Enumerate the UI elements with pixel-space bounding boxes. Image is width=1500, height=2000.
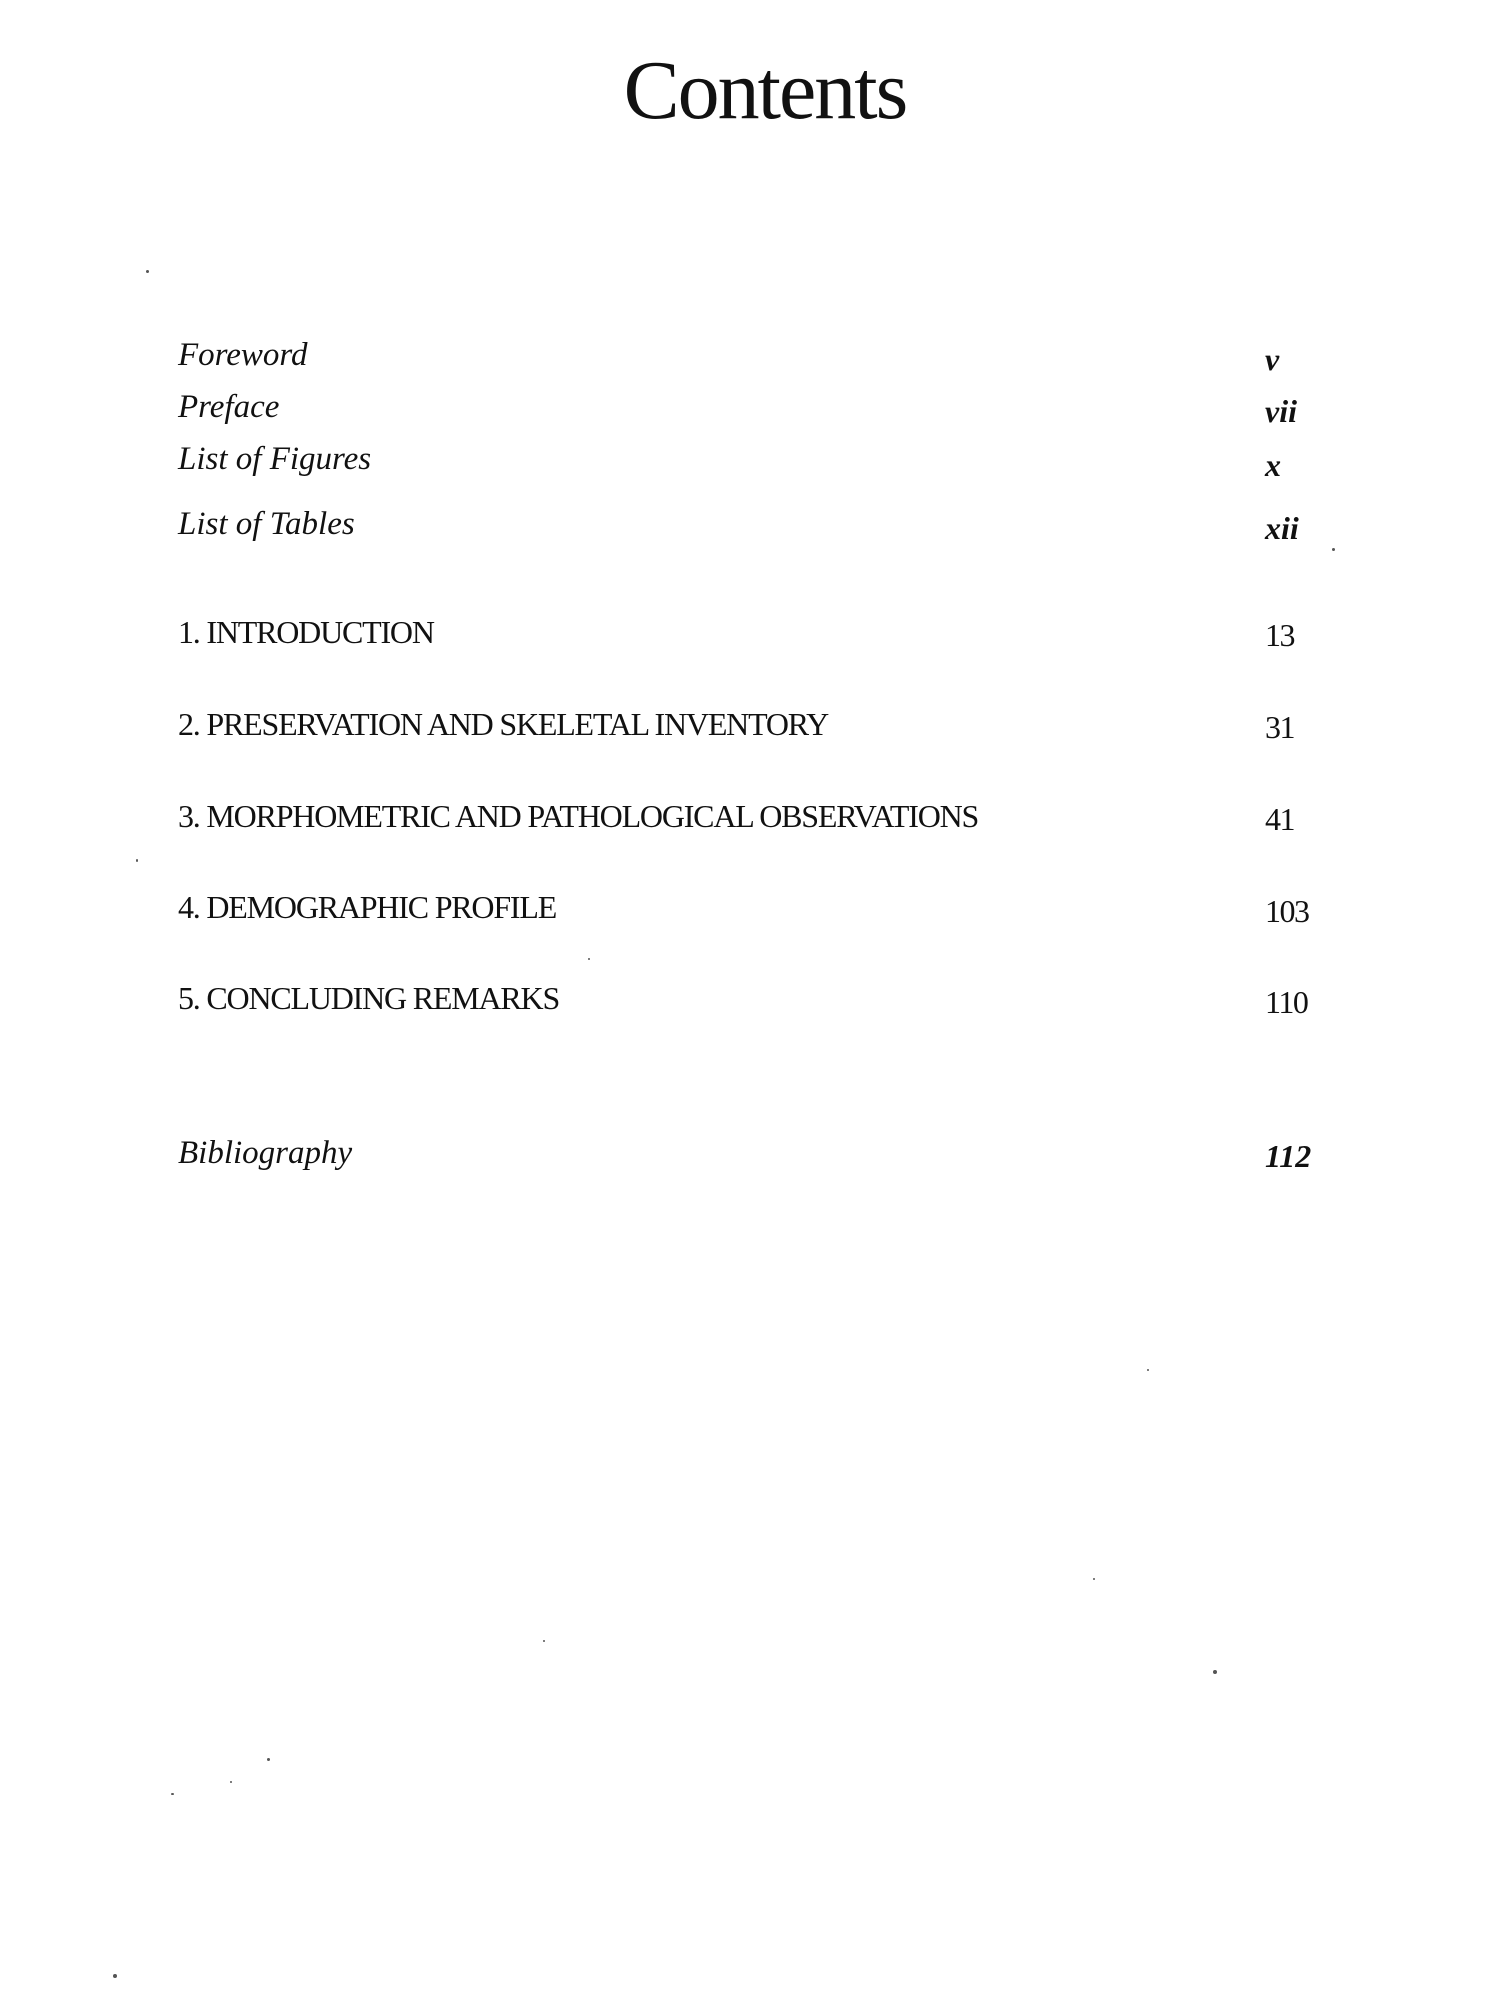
scan-speck [136, 859, 138, 862]
toc-entry-chapter-1 [178, 614, 1318, 658]
toc-entry-title: 3. MORPHOMETRIC AND PATHOLOGICAL OBSERVATIONS [178, 798, 979, 834]
toc-entry-page: xii [1265, 510, 1299, 546]
scan-speck [543, 1640, 545, 1642]
toc-entry-chapter-2 [178, 706, 1318, 750]
toc-entry-page: 31 [1265, 709, 1294, 745]
toc-entry-page: v [1265, 341, 1280, 377]
scan-speck [1093, 1578, 1095, 1580]
scan-speck [1147, 1369, 1149, 1371]
scan-speck [1332, 548, 1335, 551]
toc-entry-preface [178, 389, 1318, 433]
toc-entry-page: 103 [1265, 893, 1309, 929]
toc-entry-list-of-figures [178, 441, 1318, 485]
toc-entry-page: 13 [1265, 617, 1294, 653]
toc-entry-chapter-5 [178, 980, 1318, 1024]
scan-speck [588, 958, 590, 960]
toc-entry-bibliography [178, 1135, 1318, 1179]
toc-entry-title: 2. PRESERVATION AND SKELETAL INVENTORY [178, 706, 829, 742]
toc-entry-title: List of Figures [178, 441, 372, 477]
toc-entry-title: Bibliography [178, 1135, 353, 1171]
scan-speck [267, 1758, 270, 1761]
toc-entry-chapter-3 [178, 798, 1318, 842]
toc-entry-title: Preface [178, 389, 280, 425]
toc-entry-page: 41 [1265, 801, 1294, 837]
scan-speck [230, 1781, 232, 1783]
toc-entry-page: vii [1265, 393, 1297, 429]
toc-entry-title: 4. DEMOGRAPHIC PROFILE [178, 889, 557, 925]
scan-speck [113, 1974, 117, 1978]
toc-entry-title: Foreword [178, 337, 308, 373]
toc-entry-foreword [178, 337, 1318, 381]
toc-entry-title: List of Tables [178, 506, 355, 542]
toc-entry-page: 112 [1265, 1138, 1312, 1174]
scan-speck [1213, 1670, 1217, 1674]
toc-entry-chapter-4 [178, 889, 1318, 933]
toc-entry-list-of-tables [178, 506, 1318, 550]
scan-speck [146, 270, 149, 273]
page-title: Contents [623, 44, 907, 137]
toc-entry-title: 1. INTRODUCTION [178, 614, 434, 650]
toc-entry-page: x [1265, 447, 1281, 483]
toc-entry-title: 5. CONCLUDING REMARKS [178, 980, 560, 1016]
scan-speck [171, 1793, 174, 1795]
toc-entry-page: 110 [1265, 984, 1308, 1020]
